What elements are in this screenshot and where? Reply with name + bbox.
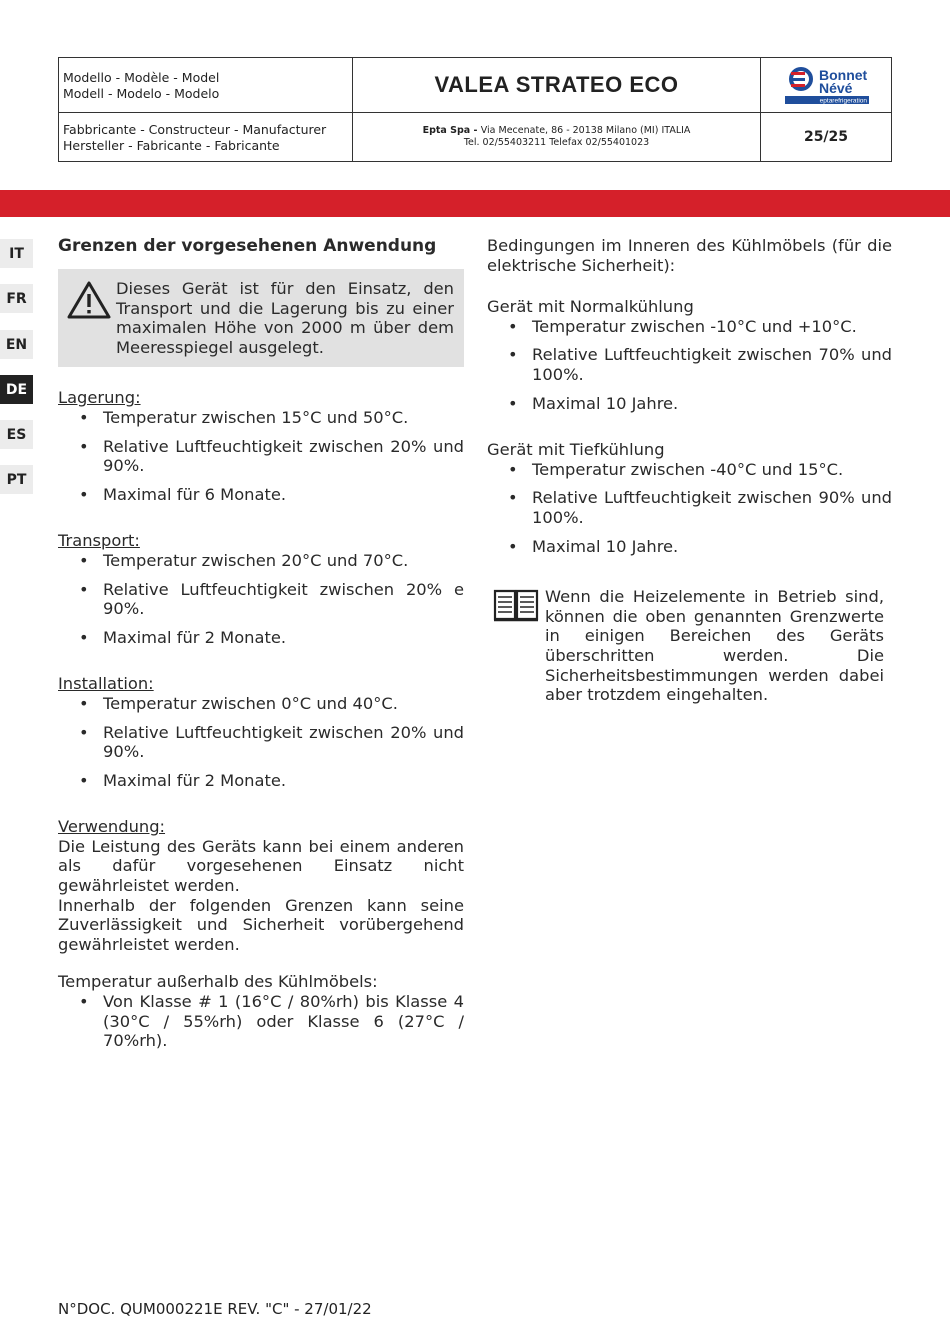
note-text: Wenn die Heizelemente in Betrieb sind, können die oben genannten Grenzwerte in einigen Bereichen des Geräts überschritten werden. Die Sicherheitsbestimmungen werden dabei aber trotzdem eingehalten. xyxy=(545,587,884,705)
bonnet-neve-logo xyxy=(761,58,891,112)
model-name: VALEA STRATEO ECO xyxy=(434,72,679,97)
installation-list xyxy=(103,694,464,790)
address-text: Via Mecenate, 86 - 20138 Milano (MI) ITALIA xyxy=(480,125,691,136)
installation-heading: Installation: xyxy=(58,674,154,694)
left-column xyxy=(58,236,464,1060)
inside-conditions-text: Bedingungen im Inneren des Kühlmöbels (für die elektrische Sicherheit): xyxy=(487,236,892,275)
storage-list xyxy=(103,408,464,504)
svg-text:Névé: Névé xyxy=(819,80,853,96)
lang-tab-fr[interactable]: FR xyxy=(0,284,33,313)
section-title: Grenzen der vorgesehenen Anwendung xyxy=(58,236,437,256)
lang-tab-en[interactable]: EN xyxy=(0,330,33,359)
list-item: • Temperatur zwischen -40°C und 15°C. xyxy=(532,460,892,480)
usage-heading: Verwendung: xyxy=(58,817,166,837)
transport-list xyxy=(103,551,464,647)
document-header xyxy=(58,57,892,162)
right-column xyxy=(487,236,892,705)
lang-tab-pt[interactable]: PT xyxy=(0,465,33,494)
list-item: • Maximal für 2 Monate. xyxy=(103,771,464,791)
svg-text:Bonnet: Bonnet xyxy=(819,67,868,83)
outside-temp-label: Temperatur außerhalb des Kühlmöbels: xyxy=(58,972,378,992)
list-item: • Relative Luftfeuchtigkeit zwischen 20% e 90%. xyxy=(103,580,464,619)
document-number-footer: N°DOC. QUM000221E REV. "C" - 27/01/22 xyxy=(58,1300,372,1318)
list-item: • Temperatur zwischen 0°C und 40°C. xyxy=(103,694,464,714)
red-separator-bar xyxy=(0,190,950,217)
usage-text: Innerhalb der folgenden Grenzen kann seine Zuverlässigkeit und Sicherheit vorübergehend gewährleistet werden. xyxy=(58,895,464,954)
warning-triangle-icon xyxy=(66,279,112,321)
svg-text:eptarefrigeration: eptarefrigeration xyxy=(819,97,867,105)
list-item: • Relative Luftfeuchtigkeit zwischen 20% und 90%. xyxy=(103,437,464,476)
lang-tab-it[interactable]: IT xyxy=(0,239,33,268)
book-icon xyxy=(493,587,539,623)
manufacturer-label: Fabbricante - Constructeur - Manufacturer Hersteller - Fabricante - Fabricante xyxy=(63,122,327,153)
transport-heading: Transport: xyxy=(58,531,140,551)
list-item: • Temperatur zwischen -10°C und +10°C. xyxy=(532,317,892,337)
lang-tab-de[interactable]: DE xyxy=(0,375,33,404)
note-box xyxy=(487,587,892,705)
page-number: 25/25 xyxy=(803,129,849,145)
usage-text: Die Leistung des Geräts kann bei einem anderen als dafür vorgesehenen Einsatz nicht gewährleistet werden. xyxy=(58,836,464,896)
list-item: • Temperatur zwischen 20°C und 70°C. xyxy=(103,551,464,571)
deep-freeze-list xyxy=(532,460,892,556)
list-item: • Relative Luftfeuchtigkeit zwischen 90% und 100%. xyxy=(532,488,892,527)
phone-text: Tel. 02/55403211 Telefax 02/55401023 xyxy=(463,137,650,148)
list-item: • Maximal 10 Jahre. xyxy=(532,394,892,414)
normal-cooling-list xyxy=(532,317,892,413)
list-item: • Maximal 10 Jahre. xyxy=(532,537,892,557)
list-item: • Relative Luftfeuchtigkeit zwischen 70% und 100%. xyxy=(532,345,892,384)
outside-temp-list xyxy=(103,992,464,1051)
list-item: • Relative Luftfeuchtigkeit zwischen 20% und 90%. xyxy=(103,723,464,762)
manufacturer-address xyxy=(353,113,760,161)
storage-heading: Lagerung: xyxy=(58,388,141,408)
lang-tab-es[interactable]: ES xyxy=(0,420,33,449)
model-label: Modello - Modèle - Model Modell - Modelo - Modelo xyxy=(63,70,220,101)
list-item: • Von Klasse # 1 (16°C / 80%rh) bis Klasse 4 (30°C / 55%rh) oder Klasse 6 (27°C / 70%rh). xyxy=(103,992,464,1051)
normal-cooling-label: Gerät mit Normalkühlung xyxy=(487,297,694,317)
list-item: • Maximal für 2 Monate. xyxy=(103,628,464,648)
list-item: • Temperatur zwischen 15°C und 50°C. xyxy=(103,408,464,428)
deep-freeze-label: Gerät mit Tiefkühlung xyxy=(487,440,665,460)
list-item: • Maximal für 6 Monate. xyxy=(103,485,464,505)
warning-text: Dieses Gerät ist für den Einsatz, den Transport und die Lagerung bis zu einer maximalen Höhe von 2000 m über dem Meeresspiegel ausgelegt. xyxy=(116,279,454,357)
warning-box xyxy=(58,269,464,367)
company-name: Epta Spa - xyxy=(422,125,481,136)
